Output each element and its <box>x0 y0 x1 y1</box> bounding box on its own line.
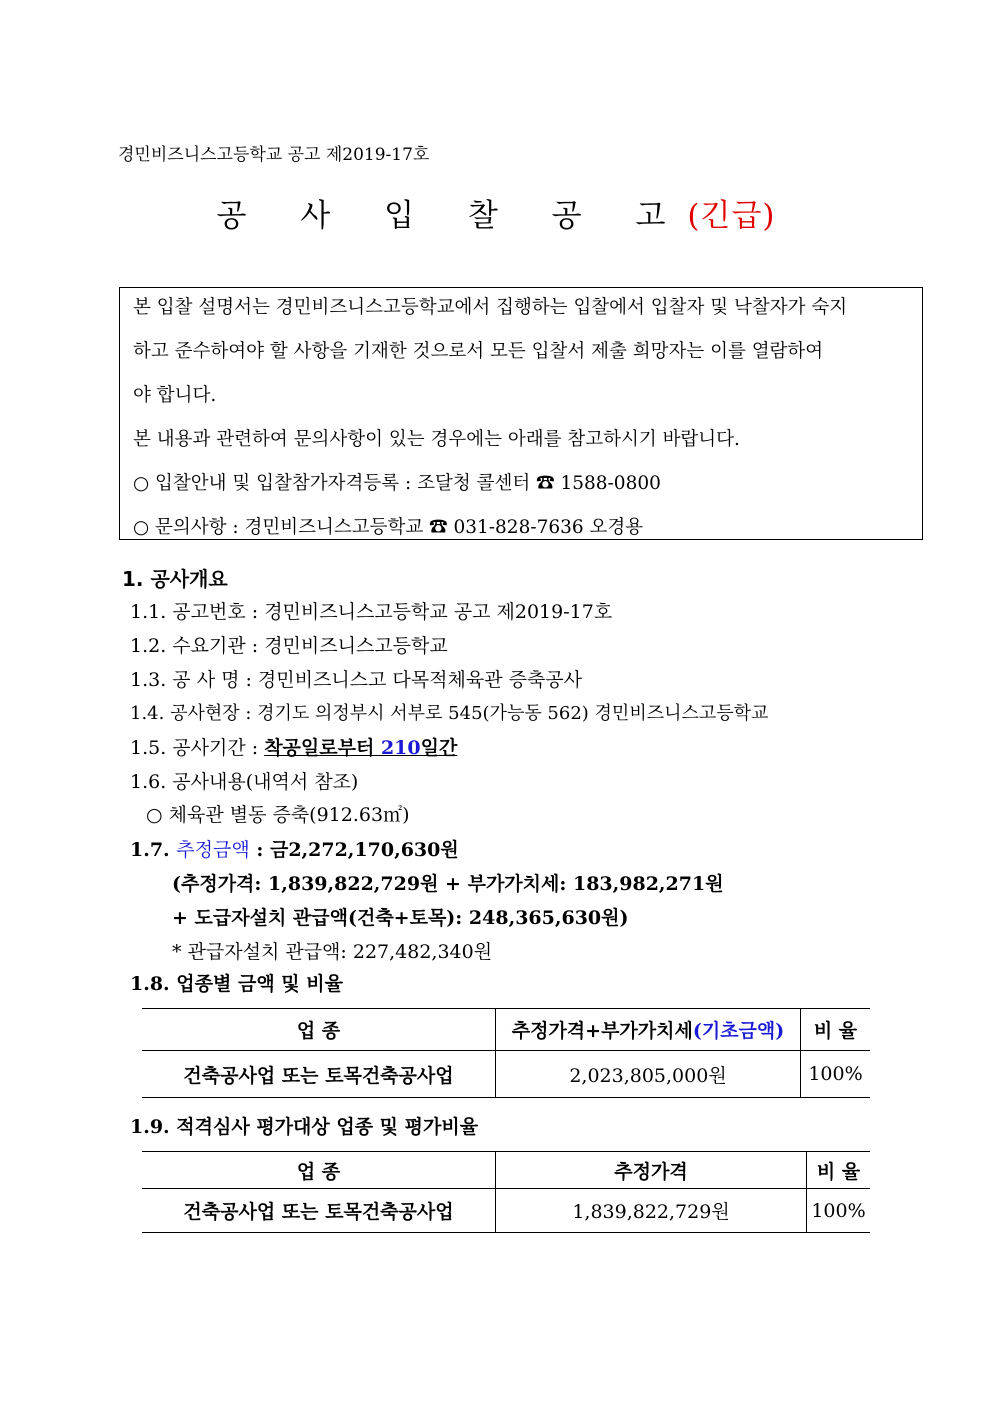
amount-breakdown-2: + 도급자설치 관급액(건축+토목): 248,365,630원) <box>172 907 629 929</box>
section-heading: 1. 공사개요 <box>122 567 228 591</box>
table-cell-amount: 2,023,805,000원 <box>496 1051 801 1098</box>
table-header-amount: 추정가격 <box>496 1152 807 1189</box>
item-sector-ratio: 1.8. 업종별 금액 및 비율 <box>130 973 343 995</box>
title-text: 공 사 입 찰 공 고 <box>216 198 688 234</box>
intro-line: 하고 준수하여야 할 사항을 기재한 것으로서 모든 입찰서 제출 희망자는 이를 열람하여 <box>133 341 824 362</box>
title-urgent-tag: (긴급) <box>687 198 776 234</box>
table-cell-amount: 1,839,822,729원 <box>496 1189 807 1233</box>
table-cell-ratio: 100% <box>807 1189 871 1233</box>
table-cell-type: 건축공사업 또는 토목건축공사업 <box>142 1189 496 1233</box>
table-header-amount <box>496 1009 801 1051</box>
evaluation-table <box>142 1151 870 1233</box>
contact-line-inquiry: ○ 문의사항 : 경민비즈니스고등학교 ☎ 031-828-7636 오경용 <box>133 517 644 538</box>
table-header-amount-a: 추정가격+부가가치세 <box>511 1020 693 1042</box>
table-header-amount-b: (기초금액) <box>692 1020 785 1042</box>
amount-label: 추정금액 <box>176 839 250 861</box>
duration-days: 210 <box>380 737 421 759</box>
intro-box <box>119 287 923 540</box>
sector-amount-table <box>142 1008 870 1098</box>
intro-line: 야 합니다. <box>133 385 217 406</box>
item-content: 1.6. 공사내용(내역서 참조) <box>130 771 359 793</box>
duration-value-c: 일간 <box>420 737 458 759</box>
table-cell-ratio: 100% <box>801 1051 871 1098</box>
table-header-ratio: 비 율 <box>801 1009 871 1051</box>
table-cell-type: 건축공사업 또는 토목건축공사업 <box>142 1051 496 1098</box>
table-header-type: 업 종 <box>142 1009 496 1051</box>
duration-label: 1.5. 공사기간 : <box>130 737 265 759</box>
item-content-detail: ○ 체육관 별동 증축(912.63㎡) <box>146 804 410 826</box>
item-estimated-amount <box>130 835 459 862</box>
intro-line: 본 내용과 관련하여 문의사항이 있는 경우에는 아래를 참고하시기 바랍니다. <box>133 429 740 450</box>
amount-breakdown: (추정가격: 1,839,822,729원 + 부가가치세: 183,982,271원 <box>172 873 724 895</box>
amount-note: * 관급자설치 관급액: 227,482,340원 <box>172 941 493 963</box>
amount-value: : 금2,272,170,630원 <box>249 839 459 861</box>
amount-number: 1.7. <box>130 839 177 861</box>
item-project-name: 1.3. 공 사 명 : 경민비즈니스고 다목적체육관 증축공사 <box>130 669 583 691</box>
item-site: 1.4. 공사현장 : 경기도 의정부시 서부로 545(가능동 562) 경민비즈니스고등학교 <box>130 703 769 724</box>
notice-number: 경민비즈니스고등학교 공고 제2019-17호 <box>118 145 430 165</box>
intro-line: 본 입찰 설명서는 경민비즈니스고등학교에서 집행하는 입찰에서 입찰자 및 낙찰자가 숙지 <box>133 297 848 318</box>
item-notice-number: 1.1. 공고번호 : 경민비즈니스고등학교 공고 제2019-17호 <box>130 601 613 623</box>
item-evaluation: 1.9. 적격심사 평가대상 업종 및 평가비율 <box>130 1116 479 1138</box>
table-header-ratio: 비 율 <box>807 1152 871 1189</box>
duration-value-a: 착공일로부터 <box>264 737 381 759</box>
contact-line-procurement: ○ 입찰안내 및 입찰참가자격등록 : 조달청 콜센터 ☎ 1588-0800 <box>133 473 661 494</box>
page-title <box>0 190 992 235</box>
item-client: 1.2. 수요기관 : 경민비즈니스고등학교 <box>130 635 448 657</box>
table-header-type: 업 종 <box>142 1152 496 1189</box>
item-duration <box>130 733 457 760</box>
duration-value <box>264 737 457 759</box>
